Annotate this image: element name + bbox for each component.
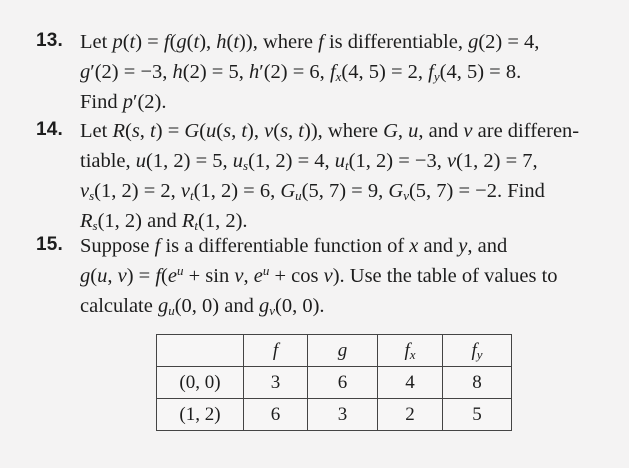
problem-text: [80, 27, 539, 117]
table-row: [157, 367, 512, 399]
problem-line: $v_s(1$, 2) = 2, $v_t(1$, 2) = 6, $G_u(5$, 7) = 9, $G_v(5$, 7) = −2. Find: [80, 180, 545, 203]
problem-text: [80, 116, 579, 236]
table-cell: 2: [378, 399, 443, 431]
table-row: [157, 399, 512, 431]
problem-line: $R_s(1$, 2) and $R_t(1$, 2).: [80, 210, 248, 233]
table-header-cell: $f_x$: [378, 335, 443, 367]
table-cell: 3: [308, 399, 378, 431]
problem-line: g(u, $v) = f(e^u + \sin v$, $e^u + \cos v$). Use the table of values to: [80, 263, 558, 287]
problem-text: [80, 231, 558, 321]
table-cell: 8: [443, 367, 512, 399]
problem-line: Let R(s, t) = G(u(s, t), v(s, t)), where G, u, and v are differen-: [80, 120, 580, 142]
table-cell: (1, 2): [157, 399, 244, 431]
problem-line: g′(2) = −3, h(2) = 5, h′(2) = 6, $f_x(4$, 5) = 2, $f_y(4$, 5) = 8.: [80, 61, 522, 84]
table-cell: 6: [244, 399, 308, 431]
table-cell: (0, 0): [157, 367, 244, 399]
table-header-cell: g: [308, 335, 378, 367]
table-cell: 6: [308, 367, 378, 399]
problem-number: 13.: [36, 30, 64, 51]
table-header-cell: f: [244, 335, 308, 367]
table-header-cell: $f_y$: [443, 335, 512, 367]
problem-line: Suppose f is a differentiable function of x and y, and: [80, 235, 508, 257]
problem-number: 15.: [36, 234, 64, 255]
problem-number: 14.: [36, 119, 64, 140]
table-cell: 3: [244, 367, 308, 399]
table-cell: 4: [378, 367, 443, 399]
table-header-cell: [157, 335, 244, 367]
table-cell: 5: [443, 399, 512, 431]
problem-line: Find p′(2).: [80, 91, 167, 113]
problem-line: Let p(t) = f(g(t), h(t)), where f is differentiable, g(2) = 4,: [80, 31, 540, 53]
values-table: [156, 334, 512, 431]
problem-line: tiable, u(1, 2) = 5, $u_s(1$, 2) = 4, $u_t(1$, 2) = −3, v(1, 2) = 7,: [80, 150, 538, 173]
table-header-row: [157, 335, 512, 367]
problem-line: calculate $g_u(0$, 0) and $g_v(0$, 0).: [80, 295, 325, 318]
